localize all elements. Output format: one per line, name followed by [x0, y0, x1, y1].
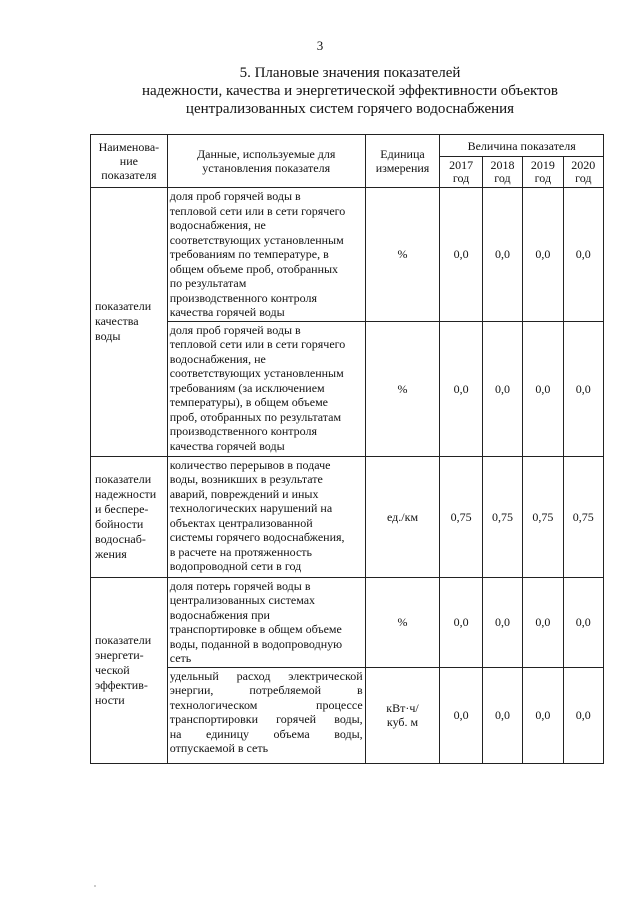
header-data: Данные, используемые для установления показателя	[167, 135, 365, 188]
header-value: Величина показателя	[440, 135, 604, 157]
table-row	[91, 188, 604, 322]
row-value-2020: 0,0	[563, 188, 603, 322]
row-value-2018: 0,0	[482, 667, 522, 763]
title-line-1: 5. Плановые значения показателей	[239, 65, 461, 81]
header-year-2017: 2017 год	[440, 157, 482, 188]
table-row	[91, 577, 604, 667]
justified-line: отпускаемой в сеть	[169, 741, 269, 755]
row-unit: %	[365, 321, 440, 456]
row-value-2017: 0,0	[440, 188, 482, 322]
row-value-2019: 0,75	[523, 456, 563, 577]
header-year-2020: 2020 год	[563, 157, 603, 188]
row-unit: кВт·ч/ куб. м	[365, 667, 440, 763]
scan-speck	[94, 885, 96, 887]
row-unit: %	[365, 188, 440, 322]
row-value-2017: 0,0	[440, 667, 482, 763]
row-unit: %	[365, 577, 440, 667]
justified-line: энергии, потребляемой в	[169, 683, 363, 697]
justified-line: транспортировки горячей воды,	[169, 712, 363, 726]
justified-line: удельный расход электрической	[169, 668, 363, 683]
justified-line: на единицу объема воды,	[169, 726, 363, 741]
row-value-2020: 0,0	[563, 577, 603, 667]
page-number: 3	[316, 38, 324, 53]
row-value-2018: 0,75	[482, 456, 522, 577]
group-quality: показатели качества воды	[91, 188, 168, 457]
row-description: доля проб горячей воды в тепловой сети или в сети горячего водоснабжения, не соответствующих установленным требованиям (за исключением температуры), в общем объеме проб, отобранных по результатам производственного контроля качества горячей воды	[167, 321, 365, 456]
row-value-2019: 0,0	[523, 321, 563, 456]
row-description: количество перерывов в подаче воды, возникших в результате аварий, повреждений и иных технологических нарушений на объектах централизованной системы горячего водоснабжения, в расчете на протяженность водопроводной сети в год	[167, 456, 365, 577]
header-name: Наименова- ние показателя	[91, 135, 168, 188]
group-energy: показатели энергети- ческой эффектив- ности	[91, 577, 168, 763]
row-value-2019: 0,0	[523, 577, 563, 667]
row-description	[167, 667, 365, 763]
row-value-2018: 0,0	[482, 188, 522, 322]
row-value-2019: 0,0	[523, 188, 563, 322]
row-description: доля проб горячей воды в тепловой сети или в сети горячего водоснабжения, не соответствующих установленным требованиям по температуре, в общем объеме проб, отобранных по результатам производственного контроля качества горячей воды	[167, 188, 365, 322]
row-value-2020: 0,0	[563, 321, 603, 456]
row-value-2017: 0,0	[440, 321, 482, 456]
row-value-2020: 0,75	[563, 456, 603, 577]
table-row	[91, 667, 604, 763]
header-year-2018: 2018 год	[482, 157, 522, 188]
title-line-3: централизованных систем горячего водоснабжения	[185, 101, 515, 117]
indicators-table	[90, 134, 604, 764]
table-row	[91, 456, 604, 577]
row-value-2017: 0,75	[440, 456, 482, 577]
title-line-2: надежности, качества и энергетической эффективности объектов	[141, 83, 558, 99]
header-unit: Единица измерения	[365, 135, 440, 188]
row-value-2018: 0,0	[482, 577, 522, 667]
row-unit: ед./км	[365, 456, 440, 577]
row-value-2018: 0,0	[482, 321, 522, 456]
justified-line: технологическом процессе	[169, 697, 363, 712]
table-row	[91, 321, 604, 456]
row-value-2019: 0,0	[523, 667, 563, 763]
justified-description	[170, 669, 363, 756]
row-value-2017: 0,0	[440, 577, 482, 667]
row-value-2020: 0,0	[563, 667, 603, 763]
header-year-2019: 2019 год	[523, 157, 563, 188]
group-reliability: показатели надежности и беспере- бойности водоснаб- жения	[91, 456, 168, 577]
document-title	[60, 64, 640, 118]
row-description: доля потерь горячей воды в централизованных системах водоснабжения при транспортировке в общем объеме воды, поданной в водопроводную сеть	[167, 577, 365, 667]
